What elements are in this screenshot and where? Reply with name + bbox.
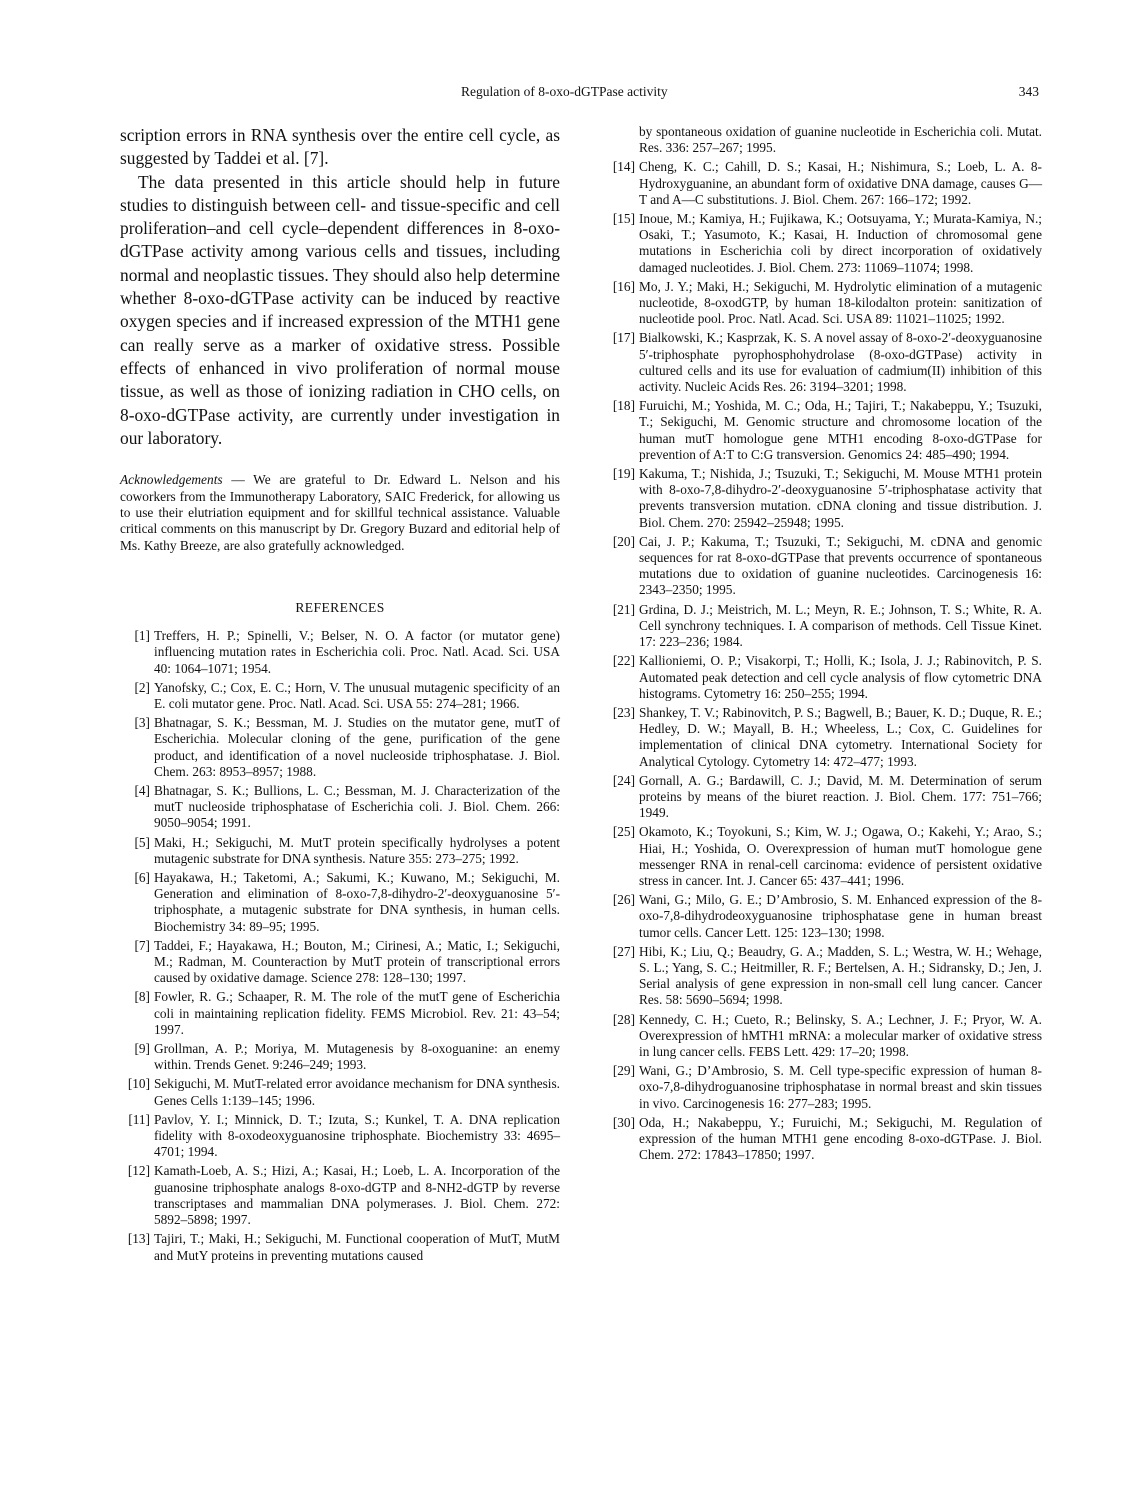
reference-text: Kennedy, C. H.; Cueto, R.; Belinsky, S. A.; Lechner, J. F.; Pryor, W. A. Overexpression of hMTH1 mRNA: a molecular marker of oxidative stress in lung cancer cells. FEBS Lett. 429: 17–20; 1998. xyxy=(639,1011,1042,1059)
reference-item xyxy=(605,398,1042,463)
reference-text: Wani, G.; Milo, G. E.; D’Ambrosio, S. M. Enhanced expression of the 8-oxo-7,8-dihydrodeoxyguanosine triphosphatase gene in human breast tumor cells. Cancer Lett. 125: 123–130; 1998. xyxy=(639,892,1042,940)
reference-item xyxy=(605,1063,1042,1112)
reference-number: [9] xyxy=(134,1041,150,1057)
reference-item xyxy=(120,628,560,677)
reference-item xyxy=(605,892,1042,941)
reference-item xyxy=(605,1115,1042,1164)
reference-number: [22] xyxy=(612,653,635,669)
acknowledgements xyxy=(120,472,560,554)
reference-item xyxy=(605,602,1042,651)
reference-text: Yanofsky, C.; Cox, E. C.; Horn, V. The unusual mutagenic specificity of an E. coli mutator gene. Proc. Natl. Acad. Sci. USA 55: 274–281; 1966. xyxy=(154,679,560,711)
reference-number: [15] xyxy=(612,211,635,227)
reference-item xyxy=(605,705,1042,770)
reference-item xyxy=(605,944,1042,1009)
reference-item xyxy=(605,466,1042,531)
reference-number: [27] xyxy=(612,943,635,959)
reference-item xyxy=(120,1041,560,1073)
reference-number: [7] xyxy=(134,937,150,953)
reference-text: Pavlov, Y. I.; Minnick, D. T.; Izuta, S.; Kunkel, T. A. DNA replication fidelity with 8-oxodeoxyguanosine triphosphate. Biochemistry 33: 4695–4701; 1994. xyxy=(154,1111,560,1160)
references-heading: REFERENCES xyxy=(295,600,385,616)
reference-item xyxy=(120,938,560,987)
reference-number: [8] xyxy=(134,989,150,1005)
reference-item xyxy=(605,1012,1042,1061)
reference-number: [26] xyxy=(612,892,635,908)
reference-number: [5] xyxy=(134,834,150,850)
reference-item xyxy=(120,783,560,832)
reference-item xyxy=(120,1163,560,1228)
reference-number: [20] xyxy=(612,533,635,549)
page-number: 343 xyxy=(1018,84,1039,99)
reference-number: [25] xyxy=(612,824,635,840)
reference-text: Shankey, T. V.; Rabinovitch, P. S.; Bagwell, B.; Bauer, K. D.; Duque, R. E.; Hedley, D. W.; Mayall, B. H.; Wheeless, L.; Cox, C. Guidelines for implementation of clinical DNA cytometry. International Society for Analytical Cytology. Cytometry 14: 472–477; 1993. xyxy=(639,704,1042,769)
reference-text: Furuichi, M.; Yoshida, M. C.; Oda, H.; Tajiri, T.; Nakabeppu, Y.; Tsuzuki, T.; Sekiguchi, M. Genomic structure and chromosome location of the human mutT homologue gene MTH1 encoding 8-oxo-dGTPase for prevention of A:T to C:G transversion. Genomics 24: 485–490; 1994. xyxy=(639,398,1042,462)
reference-item xyxy=(120,1231,560,1263)
reference-item xyxy=(605,211,1042,276)
reference-text: Maki, H.; Sekiguchi, M. MutT protein specifically hydrolyses a potent mutagenic substrate for DNA synthesis. Nature 355: 273–275; 1992. xyxy=(154,834,560,866)
reference-item xyxy=(605,159,1042,208)
reference-number: [3] xyxy=(134,715,150,731)
reference-text: Taddei, F.; Hayakawa, H.; Bouton, M.; Cirinesi, A.; Matic, I.; Sekiguchi, M.; Radman, M. Counteraction by MutT protein of transcriptional errors caused by oxidative damage. Science 278: 128–130; 1997. xyxy=(154,937,560,986)
body-paragraph-1: scription errors in RNA synthesis over the entire cell cycle, as suggested by Taddei et al. [7]. xyxy=(120,125,560,169)
reference-text: Cai, J. P.; Kakuma, T.; Tsuzuki, T.; Sekiguchi, M. cDNA and genomic sequences for rat 8-oxo-dGTPase that prevents occurrence of spontaneous mutations due to oxidation of guanine nucleotides. Carcinogenesis 16: 2343–2350; 1995. xyxy=(639,533,1042,598)
reference-number: [23] xyxy=(612,704,635,720)
reference-text: Kallioniemi, O. P.; Visakorpi, T.; Holli, K.; Isola, J. J.; Rabinovitch, P. S. Automated peak detection and cell cycle analysis of flow cytometric DNA histograms. Cytometry 16: 250–255; 1994. xyxy=(639,653,1042,701)
reference-text: Hayakawa, H.; Taketomi, A.; Sakumi, K.; Kuwano, M.; Sekiguchi, M. Generation and elimination of 8-oxo-7,8-dihydro-2′-deoxyguanosine 5′-triphosphate, a mutagenic substrate for DNA synthesis, in human cells. Biochemistry 34: 89–95; 1995. xyxy=(154,870,560,934)
reference-item xyxy=(120,715,560,780)
acknowledgements-label: Acknowledgements xyxy=(120,472,223,488)
reference-number: [24] xyxy=(612,772,635,788)
reference-text: Sekiguchi, M. MutT-related error avoidance mechanism for DNA synthesis. Genes Cells 1:139–145; 1996. xyxy=(154,1076,560,1108)
reference-number: [4] xyxy=(134,783,150,799)
reference-item xyxy=(605,773,1042,822)
reference-text: Grollman, A. P.; Moriya, M. Mutagenesis by 8-oxoguanine: an enemy within. Trends Genet. 9:246–249; 1993. xyxy=(154,1041,560,1073)
reference-number: [14] xyxy=(612,159,635,175)
acknowledgements-text: — We are grateful to Dr. Edward L. Nelson and his coworkers from the Immunotherapy Laboratory, SAIC Frederick, for allowing us to use their elutriation equipment and for skillful technical assistance. Valuable critical comments on this manuscript by Dr. Gregory Buzard and editorial help of Ms. Kathy Breeze, are also gratefully acknowledged. xyxy=(120,472,560,553)
reference-number: [1] xyxy=(134,628,150,644)
reference-number: [2] xyxy=(134,679,150,695)
left-column xyxy=(120,124,560,1267)
reference-text: Grdina, D. J.; Meistrich, M. L.; Meyn, R. E.; Johnson, T. S.; White, R. A. Cell synchrony techniques. I. A comparison of methods. Cell Tissue Kinet. 17: 223–236; 1984. xyxy=(639,601,1042,650)
reference-text: Bhatnagar, S. K.; Bessman, M. J. Studies on the mutator gene, mutT of Escherichia. Molecular cloning of the gene, purification of the gene product, and identification of a novel nucleoside triphosphatase. J. Biol. Chem. 263: 8953–8957; 1988. xyxy=(154,715,560,779)
reference-text: Mo, J. Y.; Maki, H.; Sekiguchi, M. Hydrolytic elimination of a mutagenic nucleotide, 8-oxodGTP, by human 18-kilodalton protein: sanitization of nucleotide pool. Proc. Natl. Acad. Sci. USA 89: 11021–11025; 1992. xyxy=(639,278,1042,327)
reference-text: Wani, G.; D’Ambrosio, S. M. Cell type-specific expression of human 8-oxo-7,8-dihydroguanosine triphosphatase in normal breast and skin tissues in vivo. Carcinogenesis 16: 277–283; 1995. xyxy=(639,1063,1042,1111)
right-column xyxy=(605,124,1042,1166)
reference-item xyxy=(120,1112,560,1161)
reference-item xyxy=(605,824,1042,889)
reference-number: [30] xyxy=(612,1114,635,1130)
reference-item xyxy=(120,1076,560,1108)
body-paragraph-2: The data presented in this article should help in future studies to distinguish between cell- and tissue-specific and cell proliferation–and cell cycle–dependent differences in 8-oxo-dGTPase activity among various cells and tissues, including normal and neoplastic tissues. They should also help determine whether 8-oxo-dGTPase activity can be induced by reactive oxygen species and if increased expression of the MTH1 gene can really serve as a marker of oxidative stress. Possible effects of enhanced in vivo proliferation of normal mouse tissue, as well as those of ionizing radiation in CHO cells, on 8-oxo-dGTPase activity, are currently under investigation in our laboratory. xyxy=(120,171,560,448)
reference-number: [21] xyxy=(612,601,635,617)
reference-item xyxy=(120,870,560,935)
reference-text: Fowler, R. G.; Schaaper, R. M. The role of the mutT gene of Escherichia coli in maintaining replication fidelity. FEMS Microbiol. Rev. 21: 43–54; 1997. xyxy=(154,989,560,1037)
reference-number: [16] xyxy=(612,278,635,294)
reference-item xyxy=(605,534,1042,599)
reference-number: [18] xyxy=(612,398,635,414)
reference-text: Cheng, K. C.; Cahill, D. S.; Kasai, H.; Nishimura, S.; Loeb, L. A. 8-Hydroxyguanine, an abundant form of oxidative DNA damage, causes G—T and A—C substitutions. J. Biol. Chem. 267: 166–172; 1992. xyxy=(639,159,1042,207)
running-head xyxy=(0,84,1121,104)
reference-number: [29] xyxy=(612,1063,635,1079)
reference-text: Bhatnagar, S. K.; Bullions, L. C.; Bessman, M. J. Characterization of the mutT nucleoside triphosphatase of Escherichia coli. J. Biol. Chem. 266: 9050–9054; 1991. xyxy=(154,783,560,831)
reference-item xyxy=(120,835,560,867)
reference-text: Treffers, H. P.; Spinelli, V.; Belser, N. O. A factor (or mutator gene) influencing mutation rates in Escherichia coli. Proc. Natl. Acad. Sci. USA 40: 1064–1071; 1954. xyxy=(154,628,560,676)
reference-text: Tajiri, T.; Maki, H.; Sekiguchi, M. Functional cooperation of MutT, MutM and MutY proteins in preventing mutations caused xyxy=(154,1231,560,1263)
reference-number: [19] xyxy=(612,466,635,482)
reference-item xyxy=(605,653,1042,702)
reference-text: Kamath-Loeb, A. S.; Hizi, A.; Kasai, H.; Loeb, L. A. Incorporation of the guanosine triphosphate analogs 8-oxo-dGTP and 8-NH2-dGTP by reverse transcriptases and mammalian DNA polymerases. J. Biol. Chem. 272: 5892–5898; 1997. xyxy=(154,1163,560,1228)
reference-number: [11] xyxy=(128,1111,150,1127)
reference-number: [12] xyxy=(127,1163,150,1179)
reference-item xyxy=(605,279,1042,328)
reference-text: Gornall, A. G.; Bardawill, C. J.; David, M. M. Determination of serum proteins by means of the biuret reaction. J. Biol. Chem. 177: 751–766; 1949. xyxy=(639,772,1042,821)
reference-number: [13] xyxy=(127,1231,150,1247)
reference-text: Bialkowski, K.; Kasprzak, K. S. A novel assay of 8-oxo-2′-deoxyguanosine 5′-triphosphate pyrophosphohydrolase (8-oxo-dGTPase) activity in cultured cells and its use for evaluation of cadmium(II) inhibition of this activity. Nucleic Acids Res. 26: 3194–3201; 1998. xyxy=(639,330,1042,395)
references-list-left xyxy=(120,628,560,1264)
reference-text: Hibi, K.; Liu, Q.; Beaudry, G. A.; Madden, S. L.; Westra, W. H.; Wehage, S. L.; Yang, S. C.; Heitmiller, R. F.; Bertelsen, A. H.; Sidransky, D.; Jen, J. Serial analysis of gene expression in non-small cell lung cancer. Cancer Res. 58: 5690–5694; 1998. xyxy=(639,943,1042,1008)
running-title: Regulation of 8-oxo-dGTPase activity xyxy=(461,84,668,99)
reference-item xyxy=(120,680,560,712)
reference-item xyxy=(605,330,1042,395)
reference-number: [28] xyxy=(612,1011,635,1027)
reference-text: Kakuma, T.; Nishida, J.; Tsuzuki, T.; Sekiguchi, M. Mouse MTH1 protein with 8-oxo-7,8-dihydro-2′-deoxyguanosine 5′-triphosphatase activity that prevents transversion mutation. cDNA cloning and tissue distribution. J. Biol. Chem. 270: 25942–25948; 1995. xyxy=(639,466,1042,530)
reference-text: Okamoto, K.; Toyokuni, S.; Kim, W. J.; Ogawa, O.; Kakehi, Y.; Arao, S.; Hiai, H.; Yoshida, O. Overexpression of human mutT homologue gene messenger RNA in renal-cell carcinoma: evidence of persistent oxidative stress in cancer. Int. J. Cancer 65: 437–441; 1996. xyxy=(639,824,1042,888)
reference-item xyxy=(120,989,560,1038)
reference-number: [17] xyxy=(612,330,635,346)
reference-number: [10] xyxy=(127,1076,150,1092)
reference-text: Oda, H.; Nakabeppu, Y.; Furuichi, M.; Sekiguchi, M. Regulation of expression of the human MTH1 gene encoding 8-oxo-dGTPase. J. Biol. Chem. 272: 17843–17850; 1997. xyxy=(639,1114,1042,1163)
reference-text: Inoue, M.; Kamiya, H.; Fujikawa, K.; Ootsuyama, Y.; Murata-Kamiya, N.; Osaki, T.; Yasumoto, K.; Kasai, H. Induction of chromosomal gene mutations in Escherichia coli by direct incorporation of oxidatively damaged nucleotides. J. Biol. Chem. 273: 11069–11074; 1998. xyxy=(639,211,1042,275)
reference-number: [6] xyxy=(134,870,150,886)
reference-continuation: by spontaneous oxidation of guanine nucleotide in Escherichia coli. Mutat. Res. 336: 257–267; 1995. xyxy=(639,124,1042,156)
references-list-right xyxy=(605,159,1042,1163)
